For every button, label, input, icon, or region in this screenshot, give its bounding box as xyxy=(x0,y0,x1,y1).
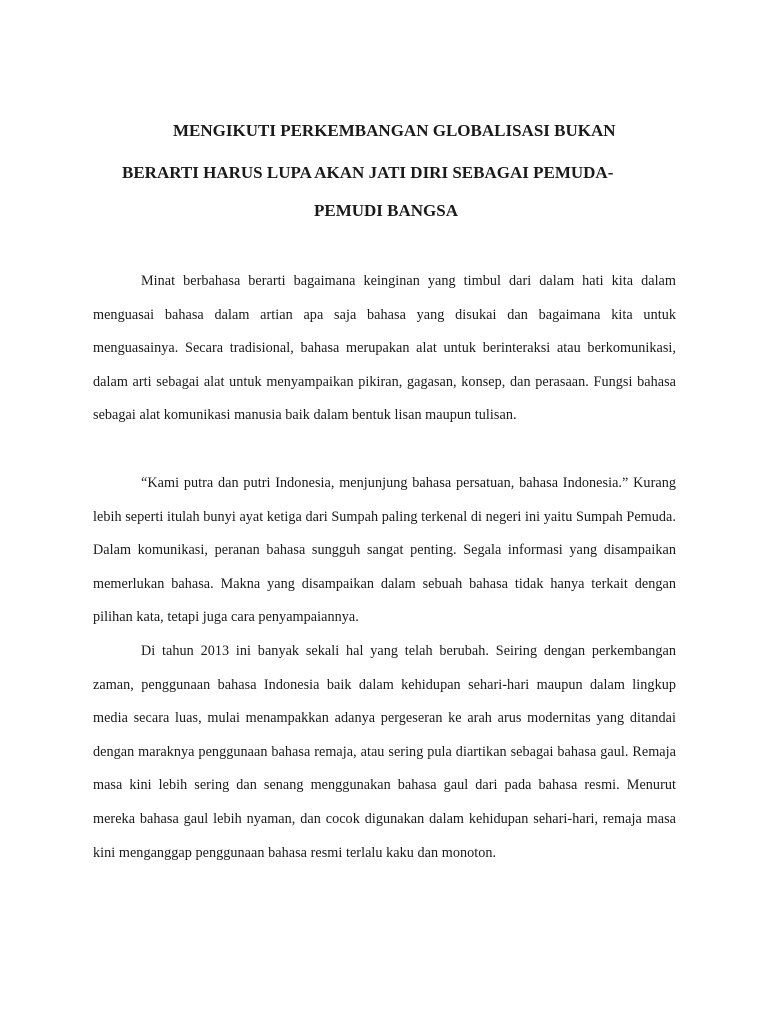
paragraph-minat-berbahasa: Minat berbahasa berarti bagaimana keinginan yang timbul dari dalam hati kita dalam menguasai bahasa dalam artian apa saja bahasa yang disukai dan bagaimana kita untuk menguasainya. Secara tradisional, bahasa merupakan alat untuk berinteraksi atau berkomunikasi, dalam arti sebagai alat untuk menyampaikan pikiran, gagasan, konsep, dan perasaan. Fungsi bahasa sebagai alat komunikasi manusia baik dalam bentuk lisan maupun tulisan. xyxy=(93,273,676,424)
document-title-line-3: PEMUDI BANGSA xyxy=(313,201,459,220)
document-title-line-1: MENGIKUTI PERKEMBANGAN GLOBALISASI BUKAN xyxy=(173,121,616,140)
paragraph-sumpah-pemuda: “Kami putra dan putri Indonesia, menjunjung bahasa persatuan, bahasa Indonesia.” Kurang lebih seperti itulah bunyi ayat ketiga dari Sumpah paling terkenal di negeri ini yaitu Sumpah Pemuda. Dalam komunikasi, peranan bahasa sungguh sangat penting. Segala informasi yang disampaikan memerlukan bahasa. Makna yang disampaikan dalam sebuah bahasa tidak hanya terkait dengan pilihan kata, tetapi juga cara penyampaiannya. xyxy=(93,475,676,626)
paragraph-bahasa-gaul: Di tahun 2013 ini banyak sekali hal yang telah berubah. Seiring dengan perkembangan zaman, penggunaan bahasa Indonesia baik dalam kehidupan sehari-hari maupun dalam lingkup media secara luas, mulai menampakkan adanya pergeseran ke arah arus modernitas yang ditandai dengan maraknya penggunaan bahasa remaja, atau sering pula diartikan sebagai bahasa gaul. Remaja masa kini lebih sering dan senang menggunakan bahasa gaul dari pada bahasa resmi. Menurut mereka bahasa gaul lebih nyaman, dan cocok digunakan dalam kehidupan sehari-hari, remaja masa kini menganggap penggunaan bahasa resmi terlalu kaku dan monoton. xyxy=(93,643,676,861)
document-title-line-2: BERARTI HARUS LUPA AKAN JATI DIRI SEBAGAI PEMUDA- xyxy=(122,163,614,182)
